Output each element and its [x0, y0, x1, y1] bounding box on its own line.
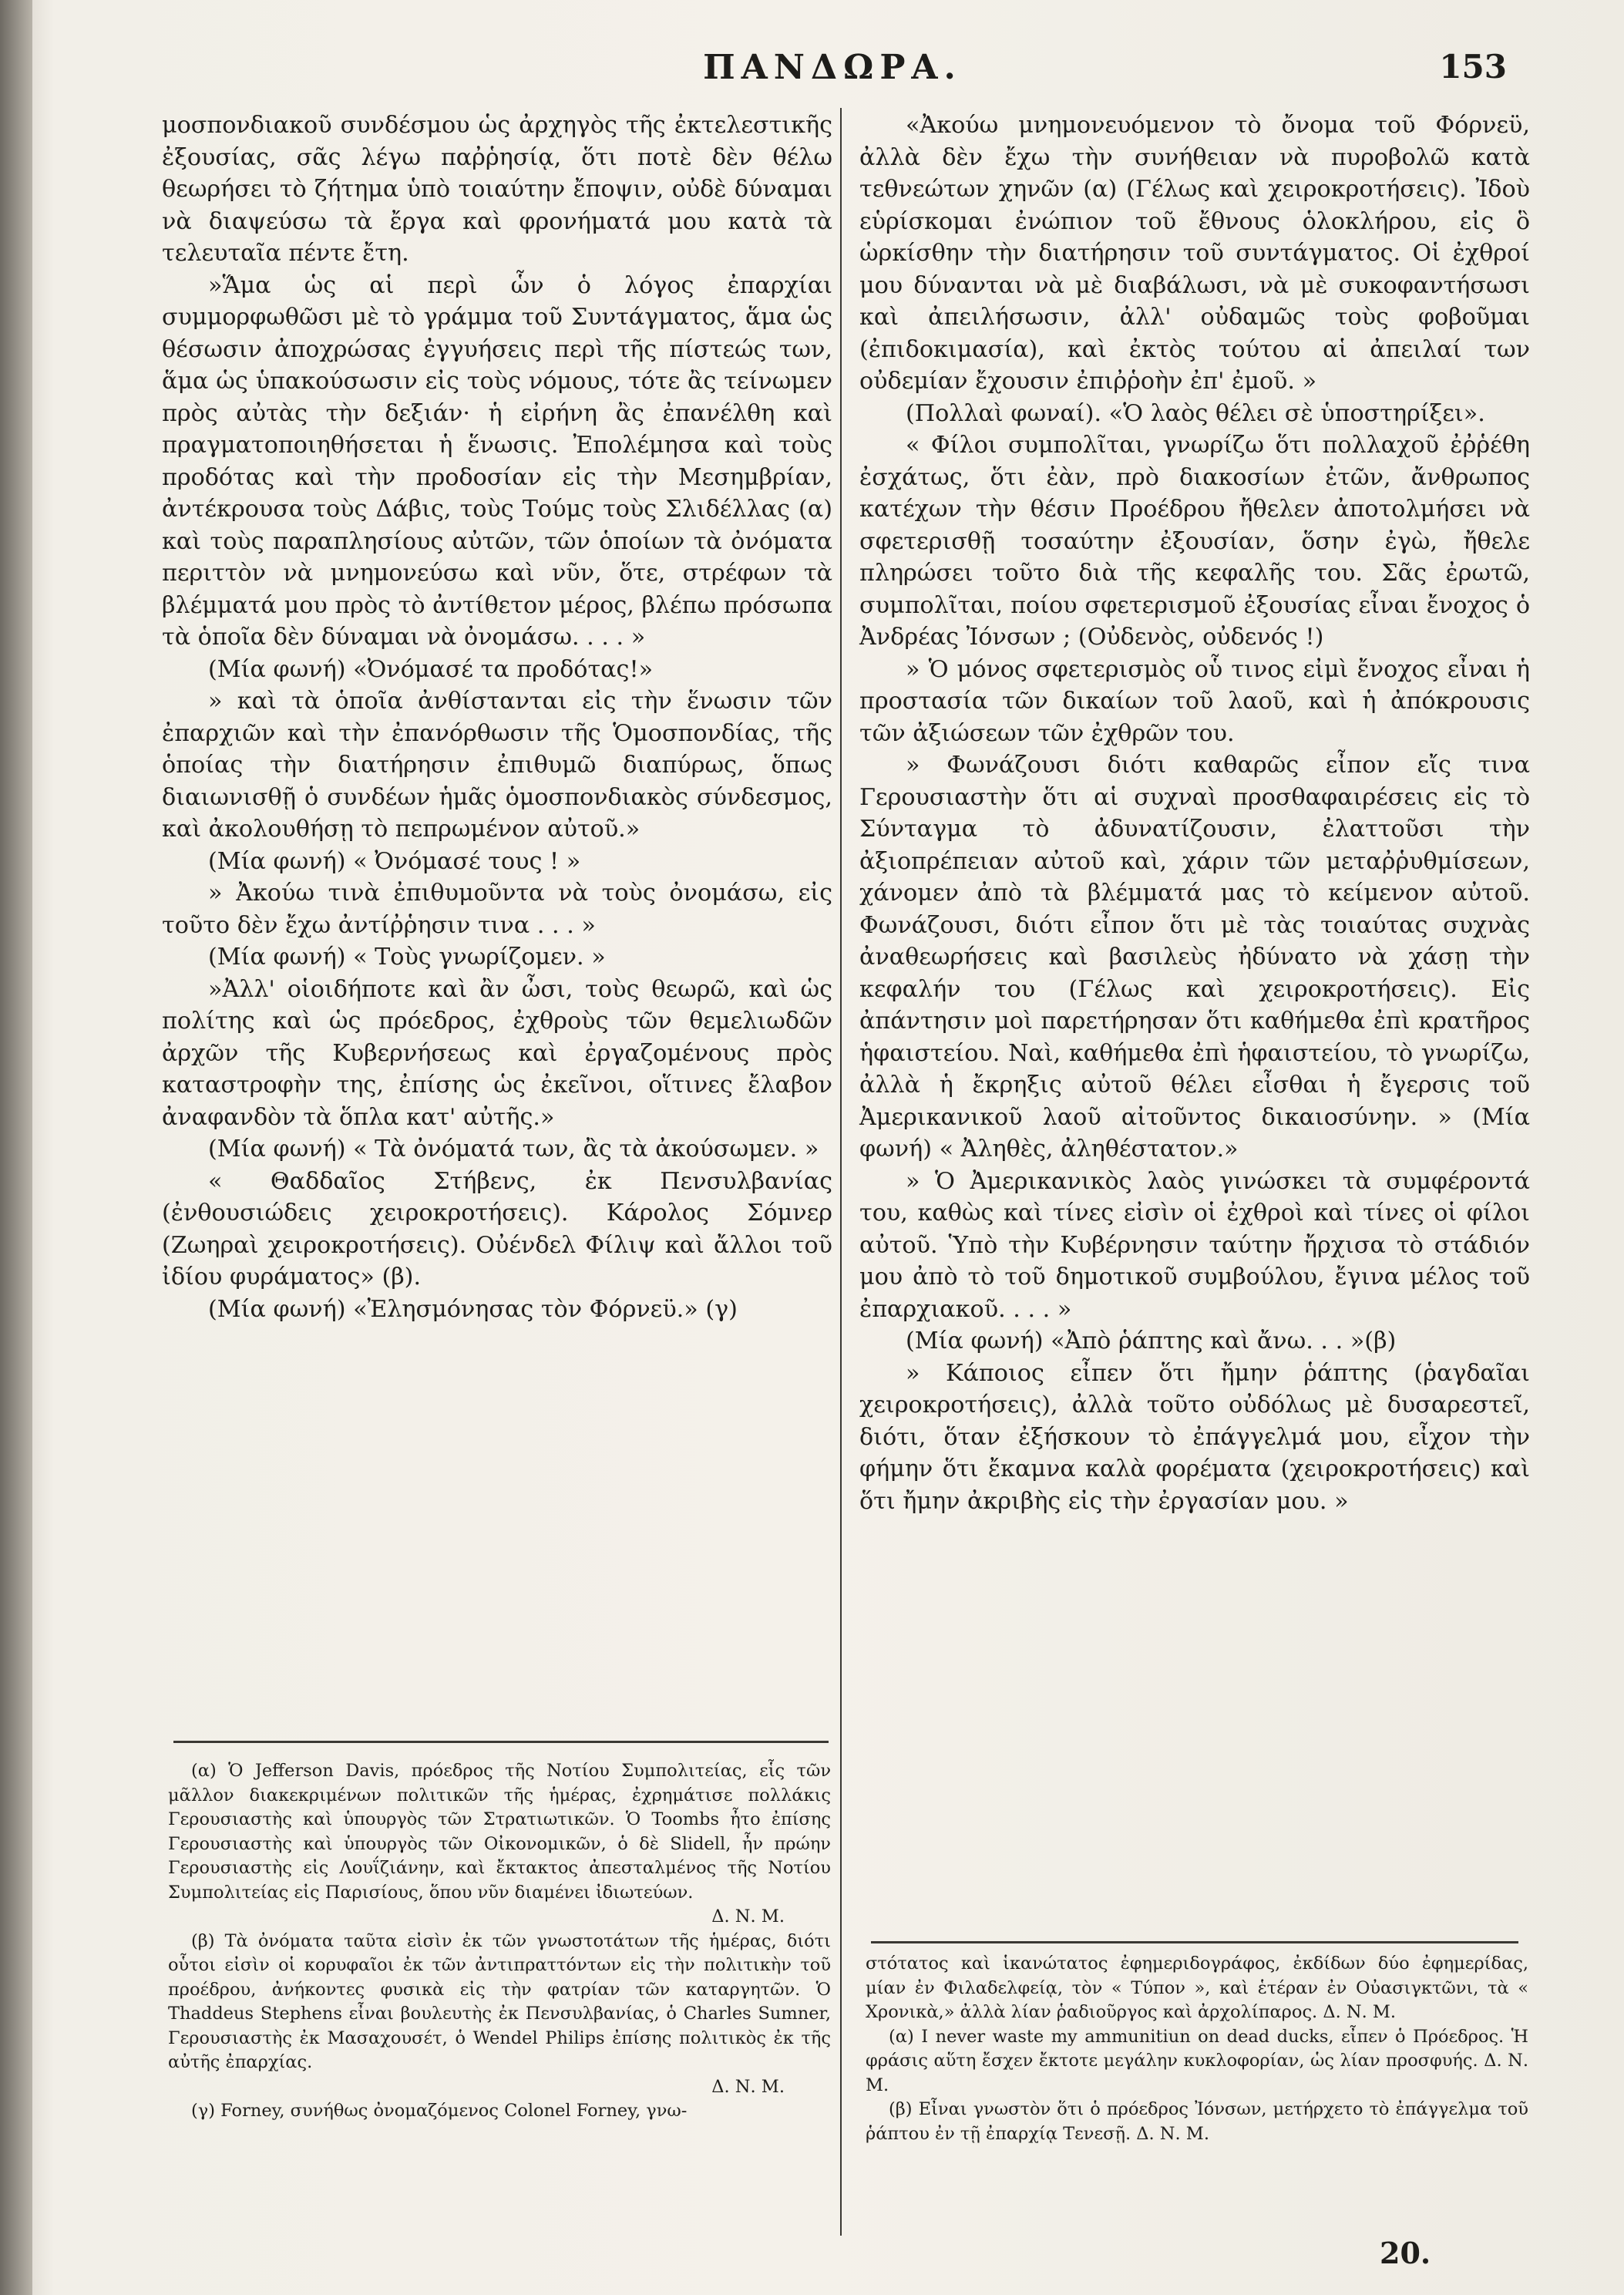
- footnote: (β) Τὰ ὀνόματα ταῦτα εἰσὶν ἐκ τῶν γνωστοτάτων τῆς ἡμέρας, διότι οὗτοι εἰσὶν οἱ κορυφαῖοι ἐκ τῶν ἀντιπραττόντων εἰς τὴν πολιτικὴν τοῦ προέδρου, ἀνήκοντες φυσικὰ εἰς τὴν φατρίαν τῶν καταργητῶν. Ὁ Thaddeus Stephens εἶναι βουλευτὴς ἐκ Πενσυλβανίας, ὁ Charles Sumner, Γερουσιαστὴς ἐκ Μασαχουσέτ, ὁ Wendel Philips ἐπίσης πολιτικὸς ἐκ τῆς αὐτῆς ἐπαρχίας.: [168, 1930, 831, 2072]
- paragraph: (Μία φωνή) « Τὰ ὀνόματά των, ἂς τὰ ἀκούσωμεν. »: [208, 1136, 819, 1163]
- paragraph: » καὶ τὰ ὁποῖα ἀνθίστανται εἰς τὴν ἕνωσιν τῶν ἐπαρχιῶν καὶ τὴν ἐπανόρθωσιν τῆς Ὁμοσπονδίας, τῆς ὁποίας τὴν διατήρησιν ἐπιθυμῶ διαπύρως, ὅπως διαιωνισθῇ ὁ συνδέων ἡμᾶς ὁμοσπονδιακὸς σύνδεσμος, καὶ ἀκολουθήσῃ τὸ πεπρωμένον αὐτοῦ.»: [162, 688, 832, 843]
- paragraph: » Φωνάζουσι διότι καθαρῶς εἶπον εἴς τινα Γερουσιαστὴν ὅτι αἱ συχναὶ προσθαφαιρέσεις εἰς τὸ Σύνταγμα τὸ ἀδυνατίζουσιν, ἐλαττοῦσι τὴν ἀξιοπρέπειαν αὐτοῦ καὶ, χάριν τῶν μεταῤῥυθμίσεων, χάνομεν ἀπὸ τὰ βλέμματά μας τὸ κείμενον αὐτοῦ. Φωνάζουσι, διότι εἶπον ὅτι μὲ τὰς τοιαύτας συχνὰς ἀναθεωρήσεις καὶ βασιλεὺς ἠδύνατο νὰ χάσῃ τὴν κεφαλήν του (Γέλως καὶ χειροκροτήσεις). Εἰς ἀπάντησιν μοὶ παρετήρησαν ὅτι καθήμεθα ἐπὶ κρατῆρος ἡφαιστείου. Ναὶ, καθήμεθα ἐπὶ ἡφαιστείου, τὸ γνωρίζω, ἀλλὰ ἡ ἔκρηξις αὐτοῦ θέλει εἶσθαι ἡ ἔγερσις τοῦ Ἀμερικανικοῦ λαοῦ αἰτοῦντος δικαιοσύνην. » (Μία φωνή) « Ἀληθὲς, ἀληθέστατον.»: [859, 752, 1530, 1163]
- paragraph: μοσπονδιακοῦ συνδέσμου ὡς ἀρχηγὸς τῆς ἐκτελεστικῆς ἐξουσίας, σᾶς λέγω παῤῥησίᾳ, ὅτι ποτὲ δὲν θέλω θεωρήσει τὸ ζήτημα ὑπὸ τοιαύτην ἔποψιν, οὐδὲ δύναμαι νὰ διαψεύσω τὰ ἔργα καὶ φρονήματά μου κατὰ τὰ τελευταῖα πέντε ἔτη.: [162, 112, 832, 267]
- paragraph: » Ἀκούω τινὰ ἐπιθυμοῦντα νὰ τοὺς ὀνομάσω, εἰς τοῦτο δὲν ἔχω ἀντίῤῥησιν τινα . . . »: [162, 880, 832, 939]
- paragraph: « Θαδδαῖος Στήβενς, ἐκ Πενσυλβανίας (ἐνθουσιώδεις χειροκροτήσεις). Κάρολος Σόμνερ (Ζωηραὶ χειροκροτήσεις). Οὐένδελ Φίλιψ καὶ ἄλλοι τοῦ ἰδίου φυράματος» (β).: [162, 1167, 832, 1291]
- journal-title: ΠΑΝΔΩΡΑ.: [703, 48, 962, 87]
- footnote-rule-left: [173, 1741, 829, 1743]
- paragraph: (Μία φωνή) « Τοὺς γνωρίζομεν. »: [208, 944, 606, 971]
- footnote-rule-right: [871, 1941, 1518, 1943]
- left-column: [162, 109, 832, 1325]
- paragraph: (Μία φωνή) « Ὀνόμασέ τους ! »: [208, 847, 581, 875]
- footnotes-right: [866, 1952, 1528, 2146]
- footnote: στότατος καὶ ἱκανώτατος ἐφημεριδογράφος, ἐκδίδων δύο ἐφημερίδας, μίαν ἐν Φιλαδελφείᾳ, τὸν « Τύπον », καὶ ἑτέραν ἐν Οὐασιγκτῶνι, τὰ « Χρονικὰ,» ἀλλὰ λίαν ῥαδιοῦργος καὶ ἀρχολίπαρος. Δ. Ν. Μ.: [866, 1953, 1528, 2022]
- paragraph: (Πολλαὶ φωναί). «Ὁ λαὸς θέλει σὲ ὑποστηρίξει».: [906, 399, 1485, 427]
- footnote: (β) Εἶναι γνωστὸν ὅτι ὁ πρόεδρος Ἰόνσων, μετήρχετο τὸ ἐπάγγελμα τοῦ ῥάπτου ἐν τῇ ἐπαρχίᾳ Τενεσῇ. Δ. Ν. Μ.: [866, 2099, 1528, 2144]
- footnote: (γ) Forney, συνήθως ὀνομαζόμενος Colonel Forney, γνω-: [191, 2101, 688, 2121]
- printer-signature-mark: 20.: [1380, 2236, 1431, 2270]
- footnote: Δ. Ν. Μ.: [711, 2076, 785, 2097]
- right-column: [859, 109, 1530, 1517]
- paragraph: » Ὁ Ἀμερικανικὸς λαὸς γινώσκει τὰ συμφέροντά του, καθὼς καὶ τίνες εἰσὶν οἱ ἐχθροὶ καὶ τίνες οἱ φίλοι αὐτοῦ. Ὑπὸ τὴν Κυβέρνησιν ταύτην ἤρχισα τὸ στάδιόν μου ἀπὸ τὸ τοῦ δημοτικοῦ συμβούλου, ἔγινα μέλος τοῦ ἐπαρχιακοῦ. . . . »: [859, 1167, 1530, 1323]
- paragraph: (Μία φωνή) «Ὀνόμασέ τα προδότας!»: [208, 655, 654, 683]
- footnote: Δ. Ν. Μ.: [711, 1906, 785, 1927]
- paragraph: »Ἅμα ὡς αἱ περὶ ὧν ὁ λόγος ἐπαρχίαι συμμορφωθῶσι μὲ τὸ γράμμα τοῦ Συντάγματος, ἅμα ὡς θέσωσιν ἀποχρώσας ἐγγυήσεις περὶ τῆς πίστεώς των, ἅμα ὡς ὑπακούσωσιν εἰς τοὺς νόμους, τότε ἂς τείνωμεν πρὸς αὐτὰς τὴν δεξιάν· ἡ εἰρήνη ἂς ἐπανέλθη καὶ πραγματοποιηθήσεται ἡ ἕνωσις. Ἐπολέμησα καὶ τοὺς προδότας καὶ τὴν προδοσίαν εἰς τὴν Μεσημβρίαν, ἀντέκρουσα τοὺς Δάβις, τοὺς Τούμς τοὺς Σλιδέλλας (α) καὶ τοὺς παραπλησίους αὐτῶν, τῶν ὁποίων τὰ ὀνόματα περιττὸν νὰ μνημονεύσω καὶ νῦν, ὅτε, στρέφων τὰ βλέμματά μου πρὸς τὸ ἀντίθετον μέρος, βλέπω πρόσωπα τὰ ὁποῖα δὲν δύναμαι νὰ ὀνομάσω. . . . »: [162, 271, 832, 651]
- book-spine-shadow: [0, 0, 32, 2295]
- paragraph: » Κάποιος εἶπεν ὅτι ἤμην ῥάπτης (ῥαγδαῖαι χειροκροτήσεις), ἀλλὰ τοῦτο οὐδόλως μὲ δυσαρεστεῖ, διότι, ὅταν ἐξήσκουν τὸ ἐπάγγελμά μου, εἶχον τὴν φήμην ὅτι ἔκαμνα καλὰ φορέματα (χειροκροτήσεις) καὶ ὅτι ἤμην ἀκριβὴς εἰς τὴν ἐργασίαν μου. »: [859, 1359, 1530, 1515]
- paragraph: »Ἀλλ' οἱοιδήποτε καὶ ἂν ὦσι, τοὺς θεωρῶ, καὶ ὡς πολίτης καὶ ὡς πρόεδρος, ἐχθροὺς τῶν θεμελιωδῶν ἀρχῶν τῆς Κυβερνήσεως καὶ ἐργαζομένους πρὸς καταστροφὴν της, ἐπίσης ὡς ἐκεῖνοι, οἵτινες ἔλαβον ἀναφανδὸν τὰ ὅπλα κατ' αὐτῆς.»: [162, 975, 832, 1131]
- paragraph: «Ἀκούω μνημονευόμενον τὸ ὄνομα τοῦ Φόρνεϋ, ἀλλὰ δὲν ἔχω τὴν συνήθειαν νὰ πυροβολῶ κατὰ τεθνεώτων χηνῶν (α) (Γέλως καὶ χειροκροτήσεις). Ἰδοὺ εὑρίσκομαι ἐνώπιον τοῦ ἔθνους ὁλοκλήρου, εἰς ὃ ὡρκίσθην τὴν διατήρησιν τοῦ συντάγματος. Οἱ ἐχθροί μου δύνανται νὰ μὲ διαβάλωσι, νὰ μὲ συκοφαντήσωσι καὶ ἀπειλήσωσιν, ἀλλ' οὐδαμῶς τοὺς φοβοῦμαι (ἐπιδοκιμασία), καὶ ἐκτὸς τούτου αἱ ἀπειλαί των οὐδεμίαν ἔχουσιν ἐπιῤῥοὴν ἐπ' ἐμοῦ. »: [859, 112, 1530, 395]
- footnote: (α) I never waste my ammunitiun on dead ducks, εἶπεν ὁ Πρόεδρος. Ἡ φράσις αὕτη ἔσχεν ἔκτοτε μεγάλην κυκλοφορίαν, ὡς λίαν προσφυής. Δ. Ν. Μ.: [866, 2026, 1528, 2095]
- column-divider: [840, 108, 842, 2236]
- page-header: [158, 48, 1507, 94]
- page-number: 153: [1439, 48, 1507, 86]
- footnotes-left: [168, 1759, 831, 2124]
- paragraph: (Μία φωνή) «Ἀπὸ ῥάπτης καὶ ἄνω. . . »(β): [906, 1328, 1397, 1354]
- paragraph: » Ὁ μόνος σφετερισμὸς οὗ τινος εἰμὶ ἔνοχος εἶναι ἡ προστασία τῶν δικαίων τοῦ λαοῦ, καὶ ἡ ἀπόκρουσις τῶν ἀξιώσεων τῶν ἐχθρῶν του.: [859, 655, 1530, 747]
- paragraph: « Φίλοι συμπολῖται, γνωρίζω ὅτι πολλαχοῦ ἐῤῥέθη ἐσχάτως, ὅτι ἐὰν, πρὸ διακοσίων ἐτῶν, ἄνθρωπος κατέχων τὴν θέσιν Προέδρου ἤθελεν ἀποτολμήσει νὰ σφετερισθῇ τοσαύτην ἐξουσίαν, ὅσην ἐγὼ, ἤθελε πληρώσει τοῦτο διὰ τῆς κεφαλῆς του. Σᾶς ἐρωτῶ, συμπολῖται, ποίου σφετερισμοῦ ἐξουσίας εἶναι ἔνοχος ὁ Ἀνδρέας Ἰόνσων ; (Οὐδενὸς, οὐδενός !): [859, 432, 1530, 651]
- paragraph: (Μία φωνή) «Ἐλησμόνησας τὸν Φόρνεϋ.» (γ): [208, 1295, 738, 1323]
- footnote: (α) Ὁ Jefferson Davis, πρόεδρος τῆς Νοτίου Συμπολιτείας, εἷς τῶν μᾶλλον διακεκριμένων πολιτικῶν τῆς ἡμέρας, ἐχρημάτισε πολλάκις Γερουσιαστὴς καὶ ὑπουργὸς τῶν Στρατιωτικῶν. Ὁ Toombs ἦτο ἐπίσης Γερουσιαστὴς καὶ ὑπουργὸς τῶν Οἰκονομικῶν, ὁ δὲ Slidell, ἦν πρώην Γερουσιαστὴς εἰς Λουΐζιάνην, καὶ ἔκτακτος ἀπεσταλμένος τῆς Νοτίου Συμπολιτείας εἰς Παρισίους, ὅπου νῦν διαμένει ἰδιωτεύων.: [168, 1761, 831, 1903]
